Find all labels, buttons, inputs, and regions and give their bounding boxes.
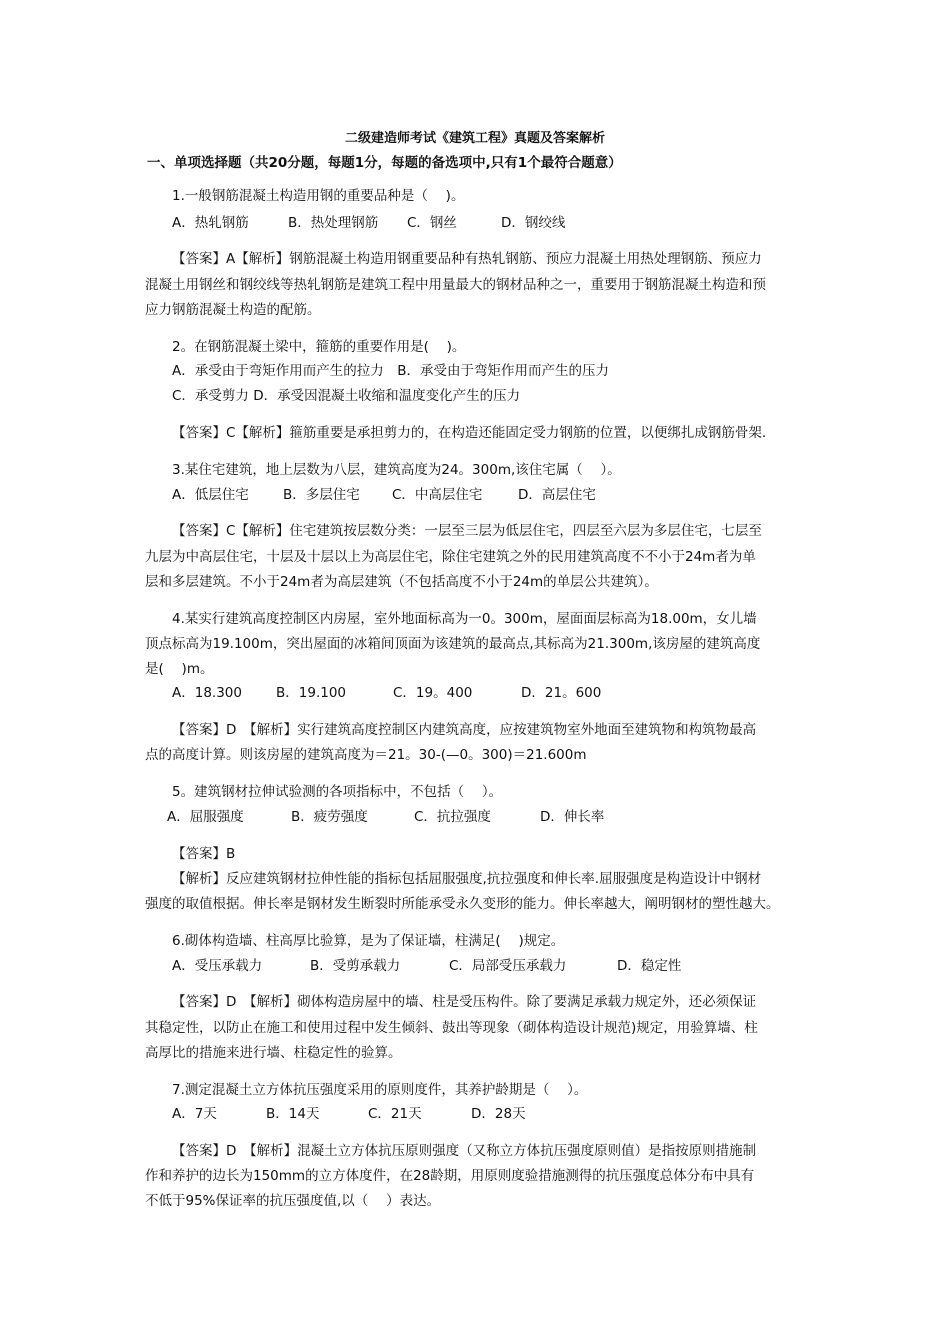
question-5-stem: 5。建筑钢材拉伸试验测的各项指标中，不包括（ ）。: [172, 784, 503, 800]
q1-answer-line: 混凝土用钢丝和钢绞线等热轧钢筋是建筑工程中用量最大的钢材品种之一，重要用于钢筋混凝土构造和预: [145, 277, 766, 293]
question-6-options: [172, 957, 681, 975]
q5-answer-label: 【答案】B: [172, 846, 236, 862]
q6-option-a: A．受压承载力: [172, 958, 263, 974]
q1-option-c: C．钢丝: [407, 215, 457, 231]
q7-answer-line: 【答案】D 【解析】混凝土立方体抗压原则强度（又称立方体抗压强度原则值）是指按原则措施制: [172, 1143, 757, 1159]
q5-option-c: C．抗拉强度: [414, 809, 491, 825]
q5-answer-line: 【解析】反应建筑钢材拉伸性能的指标包括屈服强度,抗拉强度和伸长率.屈服强度是构造设计中钢材: [172, 871, 762, 887]
q1-option-b: B．热处理钢筋: [288, 215, 379, 231]
q7-option-c: C．21天: [368, 1106, 422, 1122]
question-5-options: [167, 808, 604, 826]
q3-option-d: D．高层住宅: [518, 487, 596, 503]
q6-answer-line: 其稳定性，以防止在施工和使用过程中发生倾斜、鼓出等现象（砌体构造设计规范)规定，用验算墙、柱: [145, 1020, 758, 1036]
q1-answer-line: 【答案】A【解析】钢筋混凝土构造用钢重要品种有热轧钢筋、预应力混凝土用热处理钢筋、预应力: [172, 251, 762, 267]
q3-option-c: C．中高层住宅: [392, 487, 483, 503]
q4-option-b: B．19.100: [276, 685, 346, 701]
question-7-stem: 7.测定混凝土立方体抗压强度采用的原则度件，其养护龄期是（ ）。: [172, 1082, 588, 1098]
question-4-stem: 4.某实行建筑高度控制区内房屋，室外地面标高为一0。300m，屋面面层标高为18.00m，女儿墙: [172, 611, 757, 627]
q5-option-a: A．屈服强度: [167, 809, 244, 825]
q4-answer-line: 【答案】D 【解析】实行建筑高度控制区内建筑高度，应按建筑物室外地面至建筑物和构筑物最高: [172, 722, 757, 738]
question-4-stem: 是( )m。: [145, 661, 214, 677]
q6-option-b: B．受剪承载力: [310, 958, 401, 974]
q5-option-b: B．疲劳强度: [291, 809, 368, 825]
question-2-stem: 2。在钢筋混凝土梁中，箍筋的重要作用是( )。: [172, 339, 466, 355]
question-7-options: [172, 1105, 526, 1123]
document-title: 二级建造师考试《建筑工程》真题及答案解析: [344, 131, 605, 146]
q7-option-d: D．28天: [471, 1106, 526, 1122]
q5-answer-line: 强度的取值根据。伸长率是钢材发生断裂时所能承受永久变形的能力。伸长率越大，阐明钢材的塑性越大。: [145, 896, 780, 912]
q3-option-a: A．低层住宅: [172, 487, 249, 503]
q7-option-b: B．14天: [266, 1106, 320, 1122]
q5-option-d: D．伸长率: [540, 809, 605, 825]
section-heading: 一、单项选择题（共20分题，每题1分，每题的备选项中,只有1个最符合题意）: [147, 155, 622, 171]
q6-option-c: C．局部受压承载力: [449, 958, 567, 974]
q6-answer-line: 【答案】D 【解析】砌体构造房屋中的墙、柱是受压构件。除了要满足承载力规定外，还必须保证: [172, 994, 757, 1010]
question-3-stem: 3.某住宅建筑，地上层数为八层，建筑高度为24。300m,该住宅属（ ）。: [172, 462, 621, 478]
q2-option-line: A．承受由于弯矩作用而产生的拉力 B．承受由于弯矩作用而产生的压力: [172, 363, 609, 379]
q3-option-b: B．多层住宅: [283, 487, 360, 503]
question-4-stem: 顶点标高为19.100m，突出屋面的冰箱间顶面为该建筑的最高点,其标高为21.300m,该房屋的建筑高度: [145, 636, 761, 652]
q1-option-d: D．钢绞线: [501, 215, 566, 231]
q4-option-a: A．18.300: [172, 685, 242, 701]
q2-answer-line: 【答案】C【解析】箍筋重要是承担剪力的，在构造还能固定受力钢筋的位置，以便绑扎成钢筋骨架.: [172, 425, 767, 441]
q4-answer-line: 点的高度计算。则该房屋的建筑高度为＝21。30-(—0。300)＝21.600m: [145, 747, 587, 763]
q1-answer-line: 应力钢筋混凝土构造的配筋。: [145, 302, 321, 318]
q7-answer-line: 作和养护的边长为150mm的立方体度件，在28龄期，用原则度验措施测得的抗压强度总体分布中具有: [145, 1168, 755, 1184]
q3-answer-line: 层和多层建筑。不小于24m者为高层建筑（不包括高度不小于24m的单层公共建筑）。: [145, 574, 658, 590]
q3-answer-line: 九层为中高层住宅，十层及十层以上为高层住宅，除住宅建筑之外的民用建筑高度不不小于24m者为单: [145, 549, 756, 565]
q6-option-d: D．稳定性: [617, 958, 682, 974]
q4-option-c: C．19。400: [393, 685, 473, 701]
q7-option-a: A．7天: [172, 1106, 217, 1122]
q1-option-a: A．热轧钢筋: [172, 215, 249, 231]
q4-option-d: D．21。600: [521, 685, 602, 701]
q2-option-line: C．承受剪力 D．承受因混凝土收缩和温度变化产生的压力: [172, 388, 521, 404]
question-6-stem: 6.砌体构造墙、柱高厚比验算，是为了保证墙，柱满足( )规定。: [172, 933, 565, 949]
q7-answer-line: 不低于95%保证率的抗压强度值,以（ ）表达。: [145, 1193, 441, 1209]
question-3-options: [172, 486, 596, 504]
q3-answer-line: 【答案】C【解析】住宅建筑按层数分类：一层至三层为低层住宅，四层至六层为多层住宅，七层至: [172, 523, 762, 539]
question-1-stem: 1.一般钢筋混凝土构造用钢的重要品种是（ )。: [172, 188, 465, 204]
question-4-options: [172, 684, 601, 702]
question-1-options: [172, 214, 565, 232]
q6-answer-line: 高厚比的措施来进行墙、柱稳定性的验算。: [145, 1045, 402, 1061]
